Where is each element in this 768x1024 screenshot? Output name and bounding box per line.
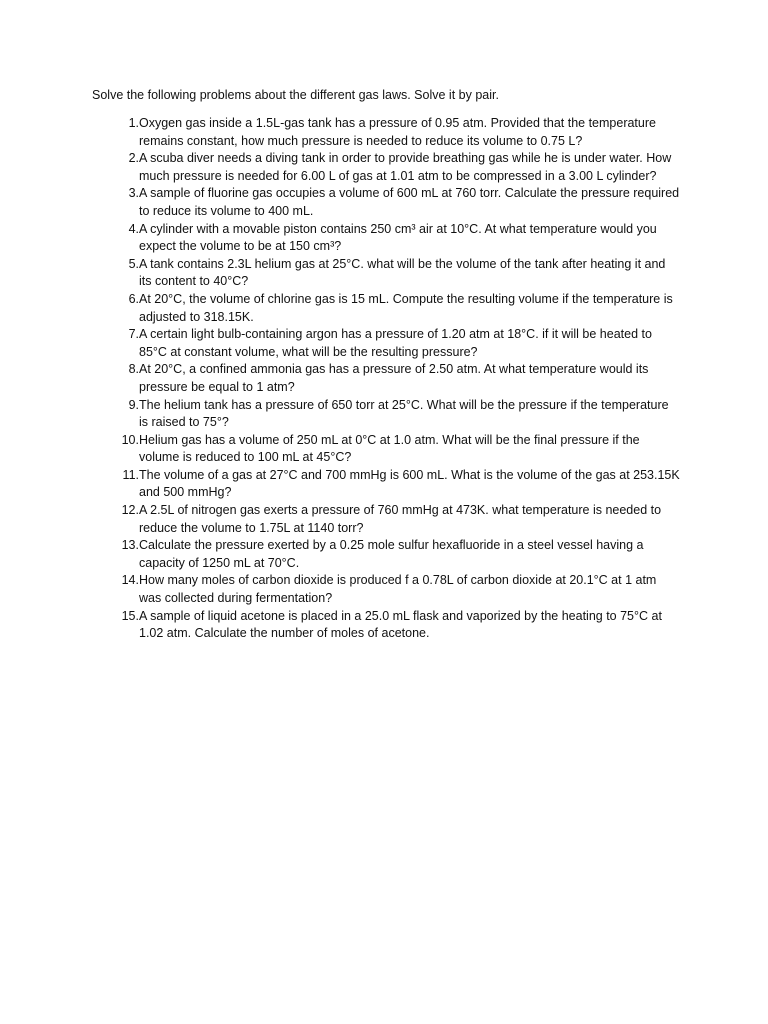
problem-text: At 20°C, the volume of chlorine gas is 15 mL. Compute the resulting volume if the temperature is adjusted to 318.15K.: [139, 291, 673, 324]
problem-text: Calculate the pressure exerted by a 0.25 mole sulfur hexafluoride in a steel vessel having a capacity of 1250 mL at 70°C.: [139, 538, 644, 570]
problem-item: [100, 537, 680, 572]
problem-list: [100, 115, 680, 643]
problem-item: [100, 221, 680, 256]
problem-text: Oxygen gas inside a 1.5L-gas tank has a pressure of 0.95 atm. Provided that the temperature remains constant, how much pressure is needed to reduce its volume to 0.75 L?: [139, 116, 656, 148]
problem-text: The helium tank has a pressure of 650 torr at 25°C. What will be the pressure if the temperature is raised to 75°?: [139, 397, 669, 430]
problem-number: 1.: [128, 116, 139, 130]
problem-item: [100, 397, 680, 432]
problem-number: 7.: [128, 327, 139, 342]
problem-item: [100, 608, 680, 643]
problem-number: 4.: [128, 221, 139, 236]
problem-number: 13.: [121, 538, 139, 553]
problem-item: [100, 150, 680, 185]
problem-number: 3.: [128, 186, 139, 201]
problem-number: 15.: [121, 608, 139, 623]
problem-item: [100, 432, 680, 467]
problem-number: 14.: [121, 573, 139, 588]
problem-number: 10.: [121, 432, 139, 447]
problem-number: 6.: [128, 291, 139, 306]
problem-text: At 20°C, a confined ammonia gas has a pressure of 2.50 atm. At what temperature would its pressure be equal to 1 atm?: [139, 362, 649, 394]
problem-item: [100, 361, 680, 396]
problem-text: A scuba diver needs a diving tank in order to provide breathing gas while he is under water. How much pressure is needed for 6.00 L of gas at 1.01 atm to be compressed in a 3.00 L cylinder?: [139, 151, 672, 183]
problem-text: A cylinder with a movable piston contains 250 cm³ air at 10°C. At what temperature would you expect the volume to be at 150 cm³?: [139, 221, 657, 254]
problem-text: A certain light bulb-containing argon has a pressure of 1.20 atm at 18°C. if it will be heated to 85°C at constant volume, what will be the resulting pressure?: [139, 327, 652, 359]
instructions-text: Solve the following problems about the different gas laws. Solve it by pair.: [92, 88, 499, 102]
problem-item: [100, 291, 680, 326]
problem-item: [100, 467, 680, 502]
problem-text: How many moles of carbon dioxide is produced f a 0.78L of carbon dioxide at 20.1°C at 1 atm was collected during fermentation?: [139, 573, 657, 606]
problem-number: 8.: [128, 362, 139, 377]
problem-number: 9.: [128, 397, 139, 412]
problem-number: 5.: [128, 256, 139, 271]
problem-text: A tank contains 2.3L helium gas at 25°C. what will be the volume of the tank after heating it and its content to 40°C?: [139, 256, 666, 289]
problem-item: [100, 326, 680, 361]
problem-item: [100, 256, 680, 291]
problem-number: 11.: [122, 467, 139, 482]
problem-item: [100, 502, 680, 537]
problem-item: [100, 115, 680, 150]
problem-item: [100, 185, 680, 220]
problem-text: A 2.5L of nitrogen gas exerts a pressure of 760 mmHg at 473K. what temperature is needed to reduce the volume to 1.75L at 1140 torr?: [139, 503, 662, 535]
problem-number: 12.: [121, 503, 139, 518]
problem-text: The volume of a gas at 27°C and 700 mmHg is 600 mL. What is the volume of the gas at 253.15K and 500 mmHg?: [139, 467, 680, 500]
problem-text: A sample of fluorine gas occupies a volume of 600 mL at 760 torr. Calculate the pressure required to reduce its volume to 400 mL.: [139, 186, 680, 218]
problem-item: [100, 572, 680, 607]
problem-text: Helium gas has a volume of 250 mL at 0°C at 1.0 atm. What will be the final pressure if the volume is reduced to 100 mL at 45°C?: [139, 432, 640, 465]
problem-number: 2.: [128, 151, 139, 166]
problem-text: A sample of liquid acetone is placed in a 25.0 mL flask and vaporized by the heating to 75°C at 1.02 atm. Calculate the number of moles of acetone.: [139, 608, 662, 641]
